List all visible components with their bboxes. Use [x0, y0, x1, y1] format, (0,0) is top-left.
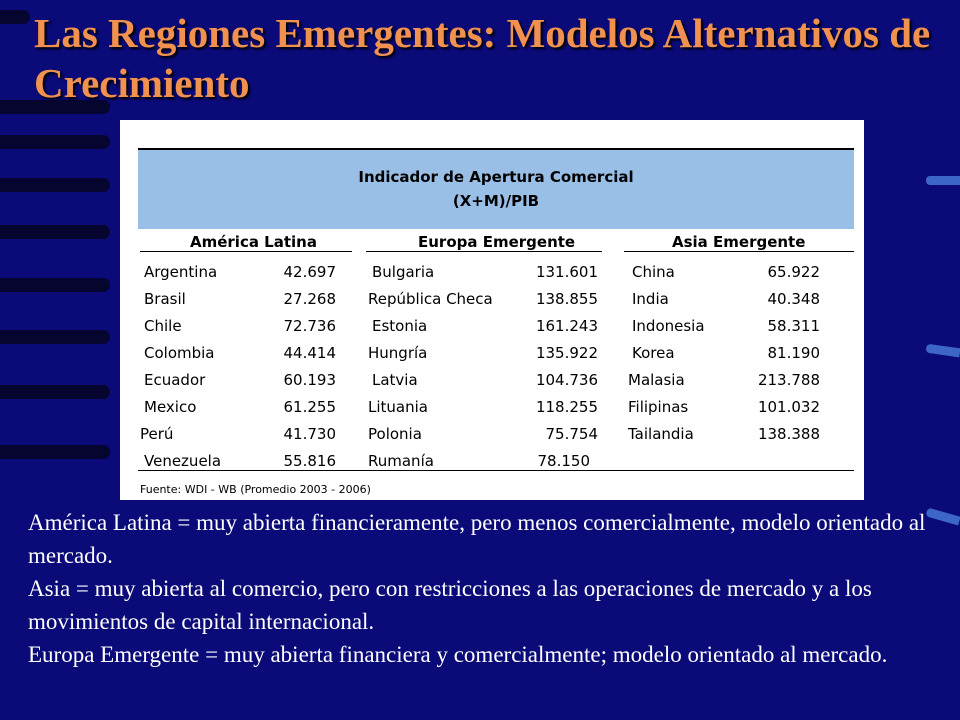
country-name: Korea	[632, 344, 675, 362]
country-value: 42.697	[283, 263, 336, 281]
country-name: Lituania	[368, 398, 428, 416]
background-streak	[0, 135, 110, 149]
country-value: 138.388	[757, 425, 820, 443]
background-streak	[0, 445, 110, 459]
country-name: Mexico	[144, 398, 197, 416]
background-streak	[0, 278, 110, 292]
country-name: Indonesia	[632, 317, 705, 335]
country-value: 161.243	[535, 317, 598, 335]
country-value: 40.348	[767, 290, 820, 308]
background-streak	[0, 330, 110, 344]
country-value: 75.754	[545, 425, 598, 443]
country-value: 61.255	[283, 398, 336, 416]
table-title: Indicador de Apertura Comercial	[358, 168, 634, 186]
country-value: 138.855	[535, 290, 598, 308]
body-paragraph-asia: Asia = muy abierta al comercio, pero con restricciones a las operaciones de mercado y a los movimientos de capital internacional.	[28, 576, 872, 634]
country-value: 78.150	[537, 452, 590, 470]
country-value: 44.414	[283, 344, 336, 362]
country-value: 55.816	[283, 452, 336, 470]
background-dash	[926, 344, 960, 358]
region-underline	[624, 251, 854, 252]
country-value: 101.032	[757, 398, 820, 416]
background-streak	[0, 178, 110, 192]
country-name: Venezuela	[144, 452, 222, 470]
region-header-emerging-europe: Europa Emergente	[418, 233, 576, 251]
background-streak	[0, 225, 110, 239]
region-underline	[366, 251, 602, 252]
slide-body	[28, 506, 943, 671]
country-name: Latvia	[372, 371, 418, 389]
country-name: China	[632, 263, 675, 281]
table-subtitle: (X+M)/PIB	[452, 192, 540, 210]
country-value: 72.736	[283, 317, 336, 335]
body-paragraph-europe: Europa Emergente = muy abierta financiera y comercialmente; modelo orientado al mercado.	[28, 642, 888, 667]
country-name: Polonia	[368, 425, 422, 443]
background-dash	[926, 176, 960, 185]
background-streak	[0, 10, 30, 24]
table-source-note: Fuente: WDI - WB (Promedio 2003 - 2006)	[140, 483, 371, 496]
table-header	[138, 148, 854, 229]
country-value: 104.736	[535, 371, 598, 389]
country-name: República Checa	[368, 290, 493, 308]
country-name: Malasia	[628, 371, 685, 389]
country-value: 81.190	[767, 344, 820, 362]
table-bottom-rule	[138, 470, 854, 471]
country-name: Chile	[144, 317, 182, 335]
region-underline	[140, 251, 352, 252]
country-value: 41.730	[283, 425, 336, 443]
region-header-emerging-asia: Asia Emergente	[672, 233, 806, 251]
country-value: 131.601	[535, 263, 598, 281]
country-value: 213.788	[757, 371, 820, 389]
country-name: Filipinas	[628, 398, 689, 416]
country-name: Brasil	[144, 290, 186, 308]
country-name: Hungría	[368, 344, 428, 362]
country-name: Colombia	[144, 344, 215, 362]
country-name: Tailandia	[628, 425, 694, 443]
body-paragraph-latin-america: América Latina = muy abierta financieramente, pero menos comercialmente, modelo orientado al mercado.	[28, 510, 926, 568]
country-name: Argentina	[144, 263, 218, 281]
country-value: 60.193	[283, 371, 336, 389]
country-value: 118.255	[535, 398, 598, 416]
trade-openness-table	[120, 120, 864, 500]
country-value: 135.922	[535, 344, 598, 362]
country-name: Rumanía	[368, 452, 434, 470]
country-value: 65.922	[767, 263, 820, 281]
country-name: India	[632, 290, 669, 308]
country-name: Bulgaria	[372, 263, 435, 281]
country-name: Estonia	[372, 317, 428, 335]
country-value: 58.311	[767, 317, 820, 335]
background-streak	[0, 385, 110, 399]
region-header-latin-america: América Latina	[190, 233, 317, 251]
country-name: Ecuador	[144, 371, 206, 389]
country-name: Perú	[140, 425, 174, 443]
slide-title: Las Regiones Emergentes: Modelos Alternativos de Crecimiento	[34, 10, 931, 106]
country-value: 27.268	[283, 290, 336, 308]
